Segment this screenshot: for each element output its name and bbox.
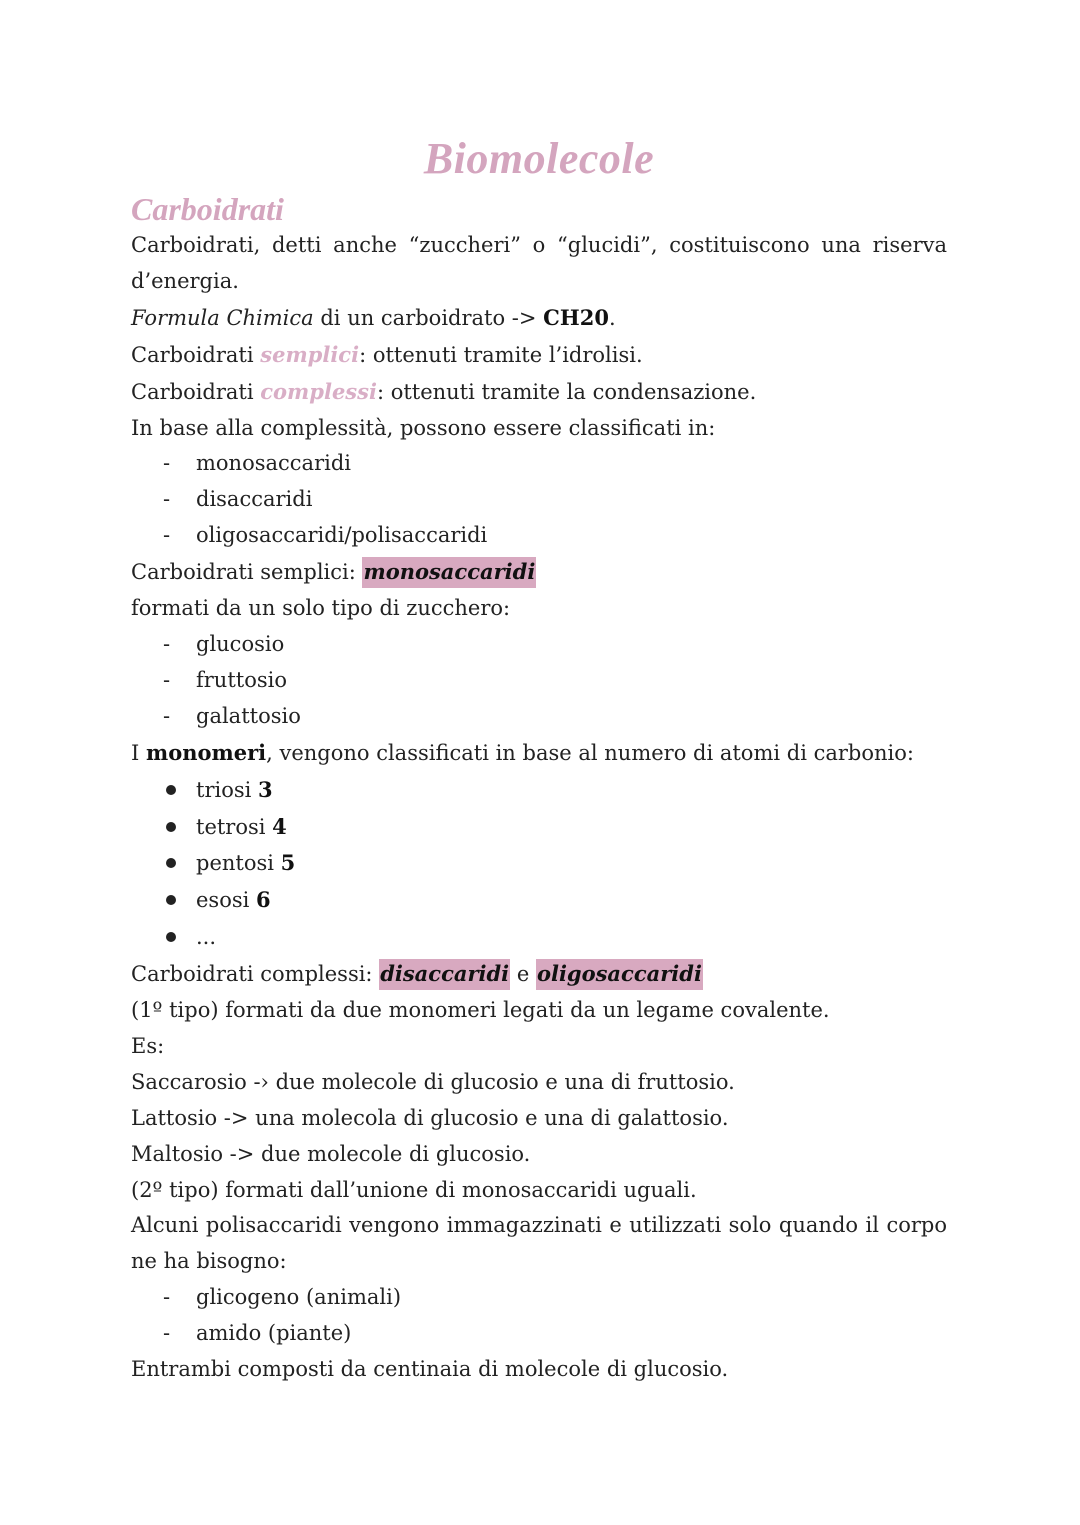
dash-bullet: - <box>163 1321 171 1346</box>
intro-paragraph: Carboidrati, detti anche “zuccheri” o “glucidi”, costituiscono una riserva d’energia. <box>131 233 947 293</box>
semplici-line <box>131 337 947 374</box>
poly-paragraph: Alcuni polisaccaridi vengono immagazzinati e utilizzati solo quando il corpo ne ha bisogno: <box>131 1213 947 1274</box>
dash-bullet: - <box>163 487 171 512</box>
list-item-text: amido (piante) <box>196 1321 352 1346</box>
dash-bullet: - <box>163 667 171 692</box>
list-item <box>131 882 947 919</box>
classification-list <box>131 446 947 554</box>
carbon-count: 6 <box>256 887 271 913</box>
list-item <box>131 663 947 699</box>
carbon-name: esosi <box>196 888 257 913</box>
list-item <box>131 1280 947 1316</box>
poly-list <box>131 1280 947 1352</box>
list-item <box>131 772 947 809</box>
carbon-name: pentosi <box>196 851 281 876</box>
list-item <box>131 809 947 846</box>
list-item <box>131 919 947 956</box>
list-item-text: glicogeno (animali) <box>196 1285 402 1310</box>
list-item <box>131 446 947 482</box>
complex-heading-mid: e <box>510 962 536 987</box>
formula-line <box>131 300 947 337</box>
dash-bullet: - <box>163 631 171 656</box>
formula-end: . <box>608 305 616 330</box>
list-item-text: fruttosio <box>196 667 287 692</box>
formula-text: di un carboidrato -> <box>313 305 544 330</box>
mono-list <box>131 627 947 735</box>
complessi-pre: Carboidrati <box>131 379 261 404</box>
list-item <box>131 1316 947 1352</box>
mono-heading <box>131 554 947 591</box>
list-item-text: disaccaridi <box>196 487 313 512</box>
document-page <box>131 128 947 1388</box>
es-label: Es: <box>131 1033 165 1058</box>
bullet-dot <box>166 822 176 832</box>
formula-label: Formula Chimica <box>131 305 314 330</box>
list-item-text: oligosaccaridi/polisaccaridi <box>196 523 488 548</box>
carbon-list <box>131 772 947 957</box>
example-line: Saccarosio -› due molecole di glucosio e una di fruttosio. <box>131 1069 735 1094</box>
carbon-name: tetrosi <box>196 814 273 839</box>
list-item <box>131 699 947 735</box>
list-item <box>131 627 947 663</box>
complessi-line <box>131 374 947 411</box>
list-item <box>131 482 947 518</box>
mono-heading-pre: Carboidrati semplici: <box>131 560 363 585</box>
complessi-word: complessi <box>260 378 377 404</box>
semplici-post: : ottenuti tramite l’idrolisi. <box>359 342 643 367</box>
complex-heading <box>131 956 947 993</box>
page-title: Biomolecole <box>423 134 655 183</box>
dash-bullet: - <box>163 1285 171 1310</box>
tipo2-line: (2º tipo) formati dall’unione di monosaccaridi uguali. <box>131 1177 697 1202</box>
list-item-text: monosaccaridi <box>196 451 351 476</box>
complessi-post: : ottenuti tramite la condensazione. <box>376 379 757 404</box>
monomeri-pre: I <box>131 740 146 765</box>
dash-bullet: - <box>163 703 171 728</box>
mono-highlight: monosaccaridi <box>362 557 536 588</box>
semplici-pre: Carboidrati <box>131 342 261 367</box>
carbon-count: 4 <box>272 813 287 839</box>
example-line: Lattosio -> una molecola di glucosio e una di galattosio. <box>131 1105 729 1130</box>
carbon-count: 3 <box>258 776 273 802</box>
list-item <box>131 518 947 554</box>
semplici-word: semplici <box>260 341 360 367</box>
monomeri-post: , vengono classificati in base al numero di atomi di carbonio: <box>266 740 914 765</box>
dash-bullet: - <box>163 451 171 476</box>
classification-intro: In base alla complessità, possono essere classificati in: <box>131 415 716 440</box>
list-item-text: glucosio <box>196 631 285 656</box>
dash-bullet: - <box>163 523 171 548</box>
carbon-name: triosi <box>196 777 259 802</box>
mono-description: formati da un solo tipo di zucchero: <box>131 596 511 621</box>
section-title: Carboidrati <box>131 191 284 227</box>
bullet-dot <box>166 895 176 905</box>
carbon-name: ... <box>196 925 217 950</box>
oligosaccaridi-highlight: oligosaccaridi <box>536 959 703 990</box>
bullet-dot <box>166 932 176 942</box>
complex-heading-pre: Carboidrati complessi: <box>131 962 380 987</box>
bullet-dot <box>166 785 176 795</box>
monomeri-bold: monomeri <box>145 739 267 765</box>
bullet-dot <box>166 858 176 868</box>
disaccaridi-highlight: disaccaridi <box>379 959 510 990</box>
formula-value: CH20 <box>543 304 609 330</box>
tipo1-line: (1º tipo) formati da due monomeri legati da un legame covalente. <box>131 998 830 1023</box>
final-line: Entrambi composti da centinaia di molecole di glucosio. <box>131 1357 729 1382</box>
list-item <box>131 845 947 882</box>
monomeri-line <box>131 735 947 772</box>
carbon-count: 5 <box>280 850 296 876</box>
example-line: Maltosio -> due molecole di glucosio. <box>131 1141 531 1166</box>
list-item-text: galattosio <box>196 703 301 728</box>
